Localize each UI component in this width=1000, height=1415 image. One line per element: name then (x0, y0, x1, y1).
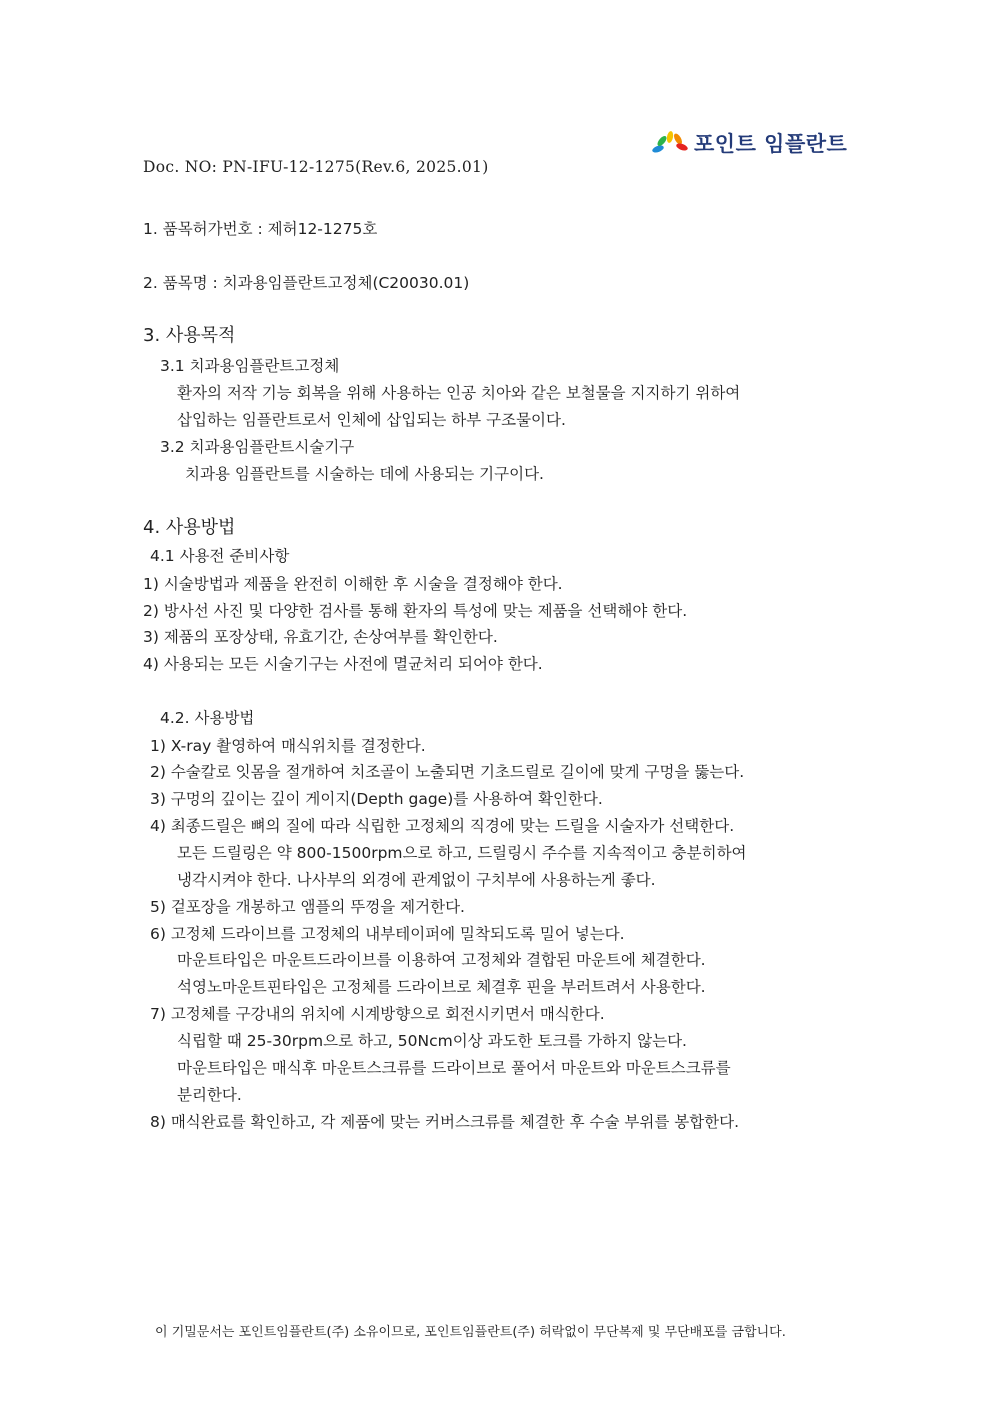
logo-petal-icon (650, 129, 690, 157)
product-name: 2. 품목명 : 치과용임플란트고정체(C20030.01) (143, 274, 470, 292)
usage-step-continued: 마운트타입은 매식후 마운트스크류를 드라이브로 풀어서 마운트와 마운트스크류를 (177, 1059, 731, 1077)
usage-step: 8) 매식완료를 확인하고, 각 제품에 맞는 커버스크류를 체결한 후 수술 부위를 봉합한다. (150, 1113, 740, 1131)
prep-item: 2) 방사선 사진 및 다양한 검사를 통해 환자의 특성에 맞는 제품을 선택해야 한다. (143, 602, 688, 620)
section-3-title: 3. 사용목적 (143, 325, 236, 346)
prep-item: 3) 제품의 포장상태, 유효기간, 손상여부를 확인한다. (143, 628, 498, 646)
usage-step: 5) 겉포장을 개봉하고 앰플의 뚜껑을 제거한다. (150, 898, 465, 916)
prep-item: 4) 사용되는 모든 시술기구는 사전에 멸균처리 되어야 한다. (143, 655, 543, 673)
section-4-2-title: 4.2. 사용방법 (160, 709, 255, 727)
section-3-1-text: 삽입하는 임플란트로서 인체에 삽입되는 하부 구조물이다. (177, 411, 566, 429)
usage-step: 2) 수술칼로 잇몸을 절개하여 치조골이 노출되면 기초드릴로 길이에 맞게 구멍을 뚫는다. (150, 763, 745, 781)
section-4-1-title: 4.1 사용전 준비사항 (150, 547, 290, 565)
document-number: Doc. NO: PN-IFU-12-1275(Rev.6, 2025.01) (143, 158, 489, 176)
section-3-1-title: 3.1 치과용임플란트고정체 (160, 357, 340, 375)
prep-item: 1) 시술방법과 제품을 완전히 이해한 후 시술을 결정해야 한다. (143, 575, 563, 593)
usage-step: 4) 최종드릴은 뼈의 질에 따라 식립한 고정체의 직경에 맞는 드릴을 시술자가 선택한다. (150, 817, 735, 835)
usage-step-continued: 식립할 때 25-30rpm으로 하고, 50Ncm이상 과도한 토크를 가하지 않는다. (177, 1032, 687, 1050)
usage-step-continued: 모든 드릴링은 약 800-1500rpm으로 하고, 드릴링시 주수를 지속적이고 충분히하여 (177, 844, 747, 862)
usage-step: 3) 구멍의 깊이는 깊이 게이지(Depth gage)를 사용하여 확인한다. (150, 790, 603, 808)
usage-step-continued: 냉각시켜야 한다. 나사부의 외경에 관계없이 구치부에 사용하는게 좋다. (177, 871, 656, 889)
company-logo (650, 128, 847, 158)
confidentiality-footer: 이 기밀문서는 포인트임플란트(주) 소유이므로, 포인트임플란트(주) 허락없이 무단복제 및 무단배포를 금합니다. (155, 1325, 786, 1340)
usage-step: 6) 고정체 드라이브를 고정체의 내부테이퍼에 밀착되도록 밀어 넣는다. (150, 925, 625, 943)
permit-number: 1. 품목허가번호 : 제허12-1275호 (143, 220, 378, 238)
usage-step-continued: 석영노마운트핀타입은 고정체를 드라이브로 체결후 핀을 부러트려서 사용한다. (177, 978, 706, 996)
logo-text: 포인트 임플란트 (694, 132, 848, 156)
usage-step-continued: 마운트타입은 마운트드라이브를 이용하여 고정체와 결합된 마운트에 체결한다. (177, 951, 706, 969)
usage-step-continued: 분리한다. (177, 1086, 242, 1104)
section-4-title: 4. 사용방법 (143, 517, 236, 538)
usage-step: 7) 고정체를 구강내의 위치에 시계방향으로 회전시키면서 매식한다. (150, 1005, 605, 1023)
section-3-2-title: 3.2 치과용임플란트시술기구 (160, 438, 355, 456)
section-3-1-text: 환자의 저작 기능 회복을 위해 사용하는 인공 치아와 같은 보철물을 지지하기 위하여 (177, 384, 741, 402)
usage-step: 1) X-ray 촬영하여 매식위치를 결정한다. (150, 737, 426, 755)
section-3-2-text: 치과용 임플란트를 시술하는 데에 사용되는 기구이다. (185, 465, 544, 483)
